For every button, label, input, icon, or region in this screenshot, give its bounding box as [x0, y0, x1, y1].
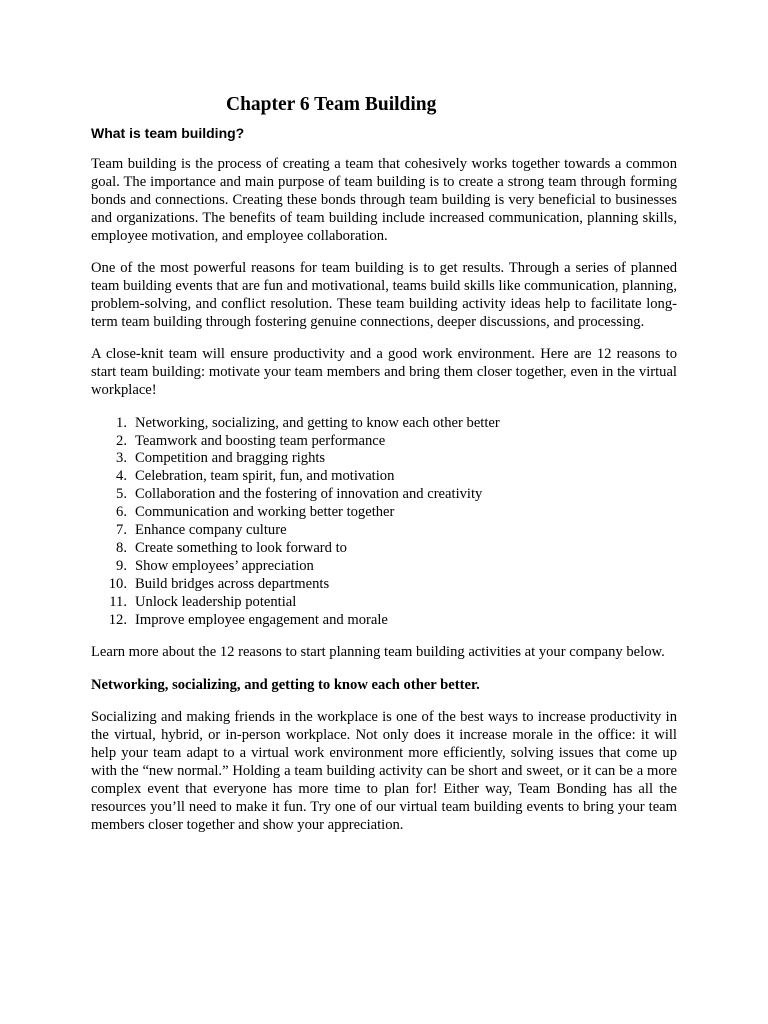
- list-item-number: 4.: [116, 468, 127, 485]
- list-item: [91, 612, 677, 630]
- list-item: [91, 433, 677, 451]
- subheading-what-is-team-building: What is team building?: [91, 125, 245, 141]
- list-item-number: 12.: [108, 611, 127, 628]
- list-item-text: Teamwork and boosting team performance: [135, 432, 386, 449]
- list-item: [91, 558, 677, 576]
- list-item-number: 1.: [116, 414, 127, 431]
- list-item-text: Networking, socializing, and getting to know each other better: [135, 414, 500, 431]
- list-item-number: 11.: [109, 593, 127, 610]
- list-item-text: Celebration, team spirit, fun, and motivation: [135, 468, 395, 485]
- list-item: [91, 415, 677, 433]
- learn-more-paragraph: Learn more about the 12 reasons to start planning team building activities at your company below.: [91, 644, 665, 661]
- list-item: [91, 576, 677, 594]
- list-item: [91, 450, 677, 468]
- list-item: [91, 486, 677, 504]
- intro-paragraph-2: One of the most powerful reasons for team building is to get results. Through a series of planned team building events that are fun and motivational, teams build skills like communication, planning, problem-solving, and conflict resolution. These team building activity ideas help to facilitate long-term team building through fostering genuine connections, deeper discussions, and processing.: [91, 260, 677, 330]
- list-item-number: 8.: [116, 540, 127, 556]
- list-item-number: 7.: [116, 522, 127, 539]
- list-item-text: Competition and bragging rights: [135, 450, 326, 467]
- list-item-number: 10.: [108, 575, 127, 592]
- reasons-list: [91, 415, 677, 630]
- list-item: [91, 522, 677, 540]
- networking-paragraph: Socializing and making friends in the workplace is one of the best ways to increase productivity in the virtual, hybrid, or in-person workplace. Not only does it increase morale in the office: it will help your team adapt to a virtual work environment more efficiently, solving issues that come up with the “new normal.” Holding a team building activity can be short and sweet, or it can be a more complex event that everyone has more time to plan for! Either way, Team Bonding has all the resources you’ll need to make it fun. Try one of our virtual team building events to bring your team members closer together and show your appreciation.: [91, 709, 677, 833]
- list-item-text: Communication and working better together: [135, 504, 395, 521]
- list-item-text: Unlock leadership potential: [135, 593, 297, 610]
- section-heading-networking: Networking, socializing, and getting to know each other better.: [91, 676, 480, 693]
- list-item: [91, 594, 677, 612]
- list-item-number: 5.: [116, 486, 127, 503]
- list-item: [91, 468, 677, 486]
- intro-paragraph-1: Team building is the process of creating a team that cohesively works together towards a common goal. The importance and main purpose of team building is to create a strong team through forming bonds and connections. Creating these bonds through team building is very beneficial to businesses and organizations. The benefits of team building include increased communication, planning skills, employee motivation, and employee collaboration.: [91, 156, 677, 244]
- list-item-text: Enhance company culture: [135, 522, 287, 539]
- document-page: [91, 92, 677, 849]
- list-item-text: Show employees’ appreciation: [135, 557, 314, 574]
- list-item-text: Improve employee engagement and morale: [135, 611, 388, 628]
- list-item-text: Create something to look forward to: [135, 540, 347, 556]
- list-item-number: 6.: [116, 504, 127, 521]
- list-item-number: 2.: [116, 432, 127, 449]
- list-item-number: 3.: [116, 450, 127, 467]
- list-item-text: Collaboration and the fostering of innovation and creativity: [135, 486, 483, 503]
- list-item: [91, 504, 677, 522]
- list-item: [91, 540, 677, 558]
- intro-paragraph-3: A close-knit team will ensure productivity and a good work environment. Here are 12 reasons to start team building: motivate your team members and bring them closer together, even in the virtual workplace!: [91, 346, 677, 399]
- chapter-title: Chapter 6 Team Building: [226, 94, 437, 115]
- list-item-number: 9.: [116, 557, 127, 574]
- list-item-text: Build bridges across departments: [135, 575, 330, 592]
